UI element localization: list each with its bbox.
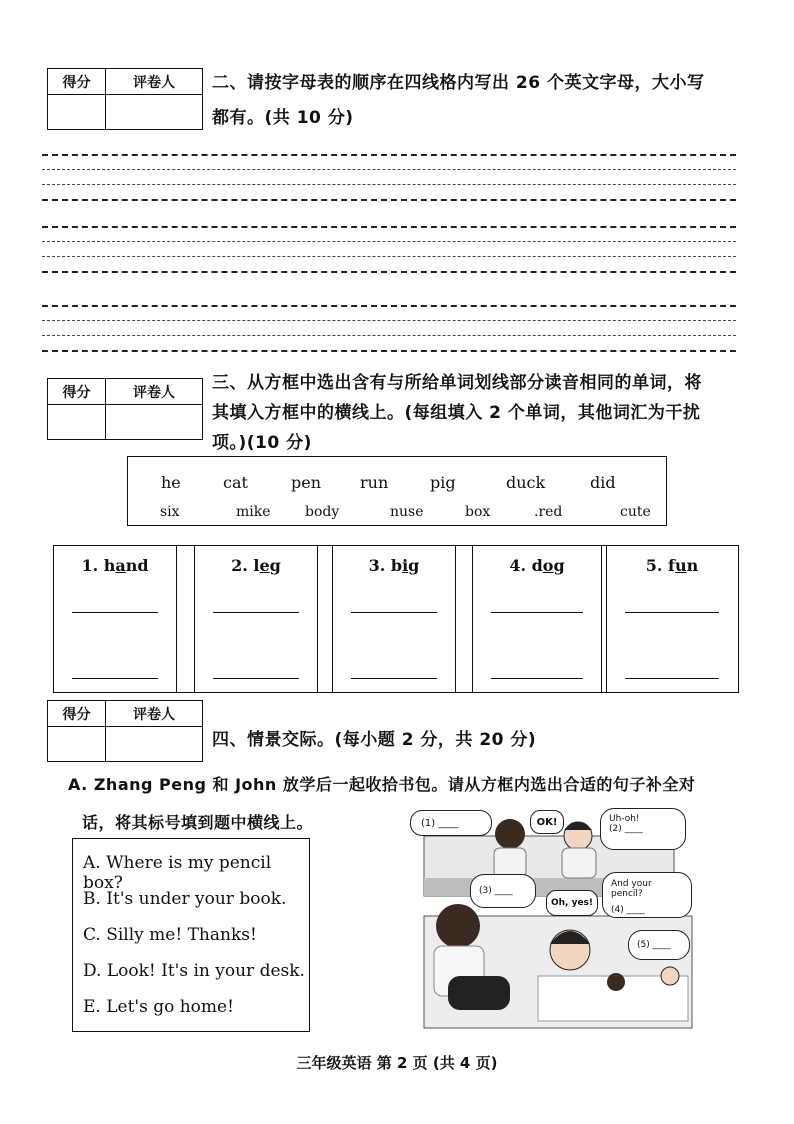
grader-cell[interactable] xyxy=(106,727,202,761)
item-word: 3. big xyxy=(368,556,420,575)
answer-blank[interactable] xyxy=(213,678,299,679)
option-c: C. Silly me! Thanks! xyxy=(83,925,257,945)
section2-heading-line2: 都有。(共 10 分) xyxy=(212,108,354,128)
page-footer: 三年级英语 第 2 页 (共 4 页) xyxy=(296,1054,498,1072)
word-bank-word: he xyxy=(161,473,181,492)
answer-blank[interactable] xyxy=(351,612,437,613)
item-word: 5. fun xyxy=(645,556,699,575)
section3-heading-line2: 其填入方框中的横线上。(每组填入 2 个单词，其他词汇为干扰 xyxy=(212,403,701,423)
word-bank-word: nuse xyxy=(390,504,424,520)
word-bank-word: run xyxy=(360,473,389,492)
score-box-section4 xyxy=(47,700,203,762)
item-word: 4. dog xyxy=(509,556,565,575)
four-line-grid[interactable] xyxy=(42,305,736,351)
bubble-3: (3) ____ xyxy=(470,874,536,908)
word-bank xyxy=(127,456,667,526)
section4-heading: 四、情景交际。(每小题 2 分，共 20 分) xyxy=(212,730,537,750)
options-box xyxy=(72,838,310,1032)
grader-label: 评卷人 xyxy=(106,379,202,405)
word-bank-word: duck xyxy=(506,473,546,492)
bubble-5: (5) ____ xyxy=(628,930,690,960)
word-bank-word: .red xyxy=(534,504,563,520)
word-bank-word: box xyxy=(465,504,491,520)
option-a: A. Where is my pencil box? xyxy=(83,853,272,893)
grader-cell[interactable] xyxy=(106,95,202,129)
option-b: B. It's under your book. xyxy=(83,889,287,909)
option-d: D. Look! It's in your desk. xyxy=(83,961,305,981)
word-bank-word: six xyxy=(160,504,180,520)
option-e: E. Let's go home! xyxy=(83,997,234,1017)
score-label: 得分 xyxy=(48,701,106,727)
word-bank-word: pig xyxy=(430,473,456,492)
answer-column xyxy=(54,546,177,692)
answer-blank[interactable] xyxy=(72,678,158,679)
answer-table xyxy=(53,545,739,693)
word-bank-word: cat xyxy=(223,473,248,492)
answer-blank[interactable] xyxy=(625,678,719,679)
answer-blank[interactable] xyxy=(625,612,719,613)
part-a-instruction-line2: 话，将其标号填到题中横线上。 xyxy=(82,813,314,832)
answer-blank[interactable] xyxy=(72,612,158,613)
answer-column xyxy=(606,546,737,692)
score-cell[interactable] xyxy=(48,727,106,761)
answer-column xyxy=(472,546,602,692)
word-bank-word: cute xyxy=(620,504,651,520)
item-word: 2. leg xyxy=(231,556,281,575)
answer-column xyxy=(194,546,318,692)
score-label: 得分 xyxy=(48,69,106,95)
answer-column xyxy=(332,546,456,692)
dialogue-illustration xyxy=(410,806,700,1031)
bubble-ok: OK! xyxy=(530,810,564,834)
word-bank-word: mike xyxy=(236,504,271,520)
answer-blank[interactable] xyxy=(351,678,437,679)
score-box-section2 xyxy=(47,68,203,130)
answer-blank[interactable] xyxy=(491,612,583,613)
section3-heading-line1: 三、从方框中选出含有与所给单词划线部分读音相同的单词，将 xyxy=(212,373,702,393)
bubble-oh-yes: Oh, yes! xyxy=(546,890,598,916)
word-bank-word: did xyxy=(590,473,616,492)
score-box-section3 xyxy=(47,378,203,440)
section3-heading-line3: 项。)(10 分) xyxy=(212,433,312,453)
four-line-grid[interactable] xyxy=(42,154,736,200)
part-a-instruction-line1: A. Zhang Peng 和 John 放学后一起收拾书包。请从方框内选出合适的句子补全对 xyxy=(68,775,696,794)
bubble-1: (1) ____ xyxy=(410,810,492,836)
word-bank-word: pen xyxy=(291,473,322,492)
bubble-and-4: And your pencil? (4) ____ xyxy=(602,872,692,918)
score-label: 得分 xyxy=(48,379,106,405)
answer-blank[interactable] xyxy=(213,612,299,613)
section2-heading-line1: 二、请按字母表的顺序在四线格内写出 26 个英文字母，大小写 xyxy=(212,73,705,93)
score-cell[interactable] xyxy=(48,95,106,129)
word-bank-word: body xyxy=(305,504,340,520)
answer-blank[interactable] xyxy=(491,678,583,679)
grader-label: 评卷人 xyxy=(106,69,202,95)
four-line-grid[interactable] xyxy=(42,226,736,272)
grader-label: 评卷人 xyxy=(106,701,202,727)
grader-cell[interactable] xyxy=(106,405,202,439)
bubble-uhoh-2: Uh-oh! (2) ____ xyxy=(600,808,686,850)
item-word: 1. hand xyxy=(81,556,149,575)
score-cell[interactable] xyxy=(48,405,106,439)
